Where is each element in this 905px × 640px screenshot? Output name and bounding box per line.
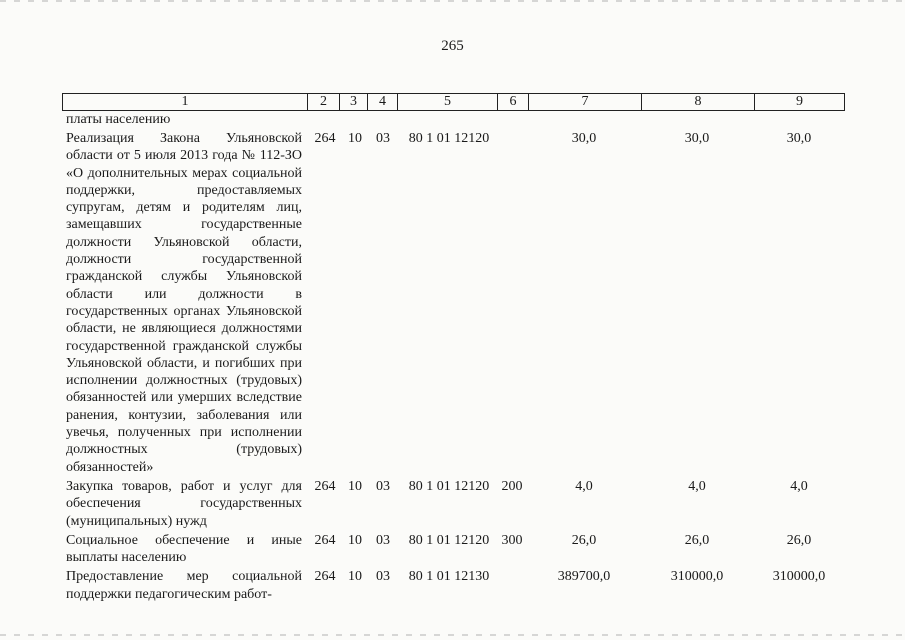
header-col-8: 8 [641,94,754,110]
row-ministry-code: 264 [314,131,336,146]
row-amount-year-3: 310000,0 [772,569,826,585]
row-amount-year-2: 310000,0 [670,569,724,585]
table-body [0,112,826,603]
header-col-6: 6 [497,94,528,110]
table-row [0,478,808,530]
row-target-article: 80 1 01 12130 [408,569,490,585]
header-col-2: 2 [307,94,339,110]
table-header [62,93,845,111]
row-amount-year-3: 4,0 [790,478,808,494]
table-row [0,112,236,130]
header-col-9: 9 [754,94,844,110]
header-col-1: 1 [181,94,189,109]
row-section-code: 10 [348,532,362,548]
row-section-code: 10 [348,131,362,146]
row-subsection-code: 03 [376,131,390,146]
row-subsection-code: 03 [376,532,390,548]
row-target-article: 80 1 01 12120 [408,532,490,548]
row-amount-year-2: 4,0 [688,478,706,494]
row-description: Реализация Закона Ульяновской области от 5 июля 2013 года № 112-ЗО «О дополнительных мерах социальной поддержки, предоставляемых супругам, детям и родителям лиц, замещавших государственные должности Ульяновской области, должности государственной гражданской службы Ульяновской области или должности в государственных органах Ульяновской области, не являющиеся должностями государственной гражданской службы Ульяновской области, и погибших при исполнении должностных (трудовых) обязанностей или умерших вследствие ранения, контузии, заболевания или увечья, полученных при исполнении должностных (трудовых) обязанностей» [66,131,302,475]
row-amount-year-1: 4,0 [575,478,593,494]
bottom-scan-border [0,634,905,636]
row-description: Закупка товаров, работ и услуг для обеспечения государственных (муниципальных) нужд [66,478,302,529]
header-col-4: 4 [367,94,397,110]
row-description: платы населению [66,112,171,127]
row-amount-year-2: 26,0 [684,532,710,548]
row-amount-year-3: 30,0 [786,131,812,146]
row-expense-type: 200 [501,478,523,494]
row-description: Социальное обеспечение и иные выплаты населению [66,532,302,566]
row-expense-type: 300 [501,532,523,548]
table-row [0,568,826,603]
row-ministry-code: 264 [314,569,336,585]
page-number: 265 [441,38,464,54]
row-target-article: 80 1 01 12120 [408,478,490,494]
row-section-code: 10 [348,569,362,585]
row-section-code: 10 [348,478,362,494]
row-ministry-code: 264 [314,478,336,494]
header-col-3: 3 [339,94,367,110]
row-target-article: 80 1 01 12120 [408,131,490,146]
row-ministry-code: 264 [314,532,336,548]
row-subsection-code: 03 [376,478,390,494]
row-amount-year-1: 389700,0 [557,569,611,585]
row-description: Предоставление мер социальной поддержки педагогическим работ- [66,569,302,602]
row-amount-year-1: 30,0 [571,131,597,146]
table-row [0,532,812,567]
row-amount-year-3: 26,0 [786,532,812,548]
header-col-7: 7 [528,94,641,110]
row-amount-year-2: 30,0 [684,131,710,146]
row-amount-year-1: 26,0 [571,532,597,548]
row-subsection-code: 03 [376,569,390,585]
table-row [0,130,812,476]
top-scan-border [0,0,905,2]
header-col-5: 5 [397,94,497,110]
